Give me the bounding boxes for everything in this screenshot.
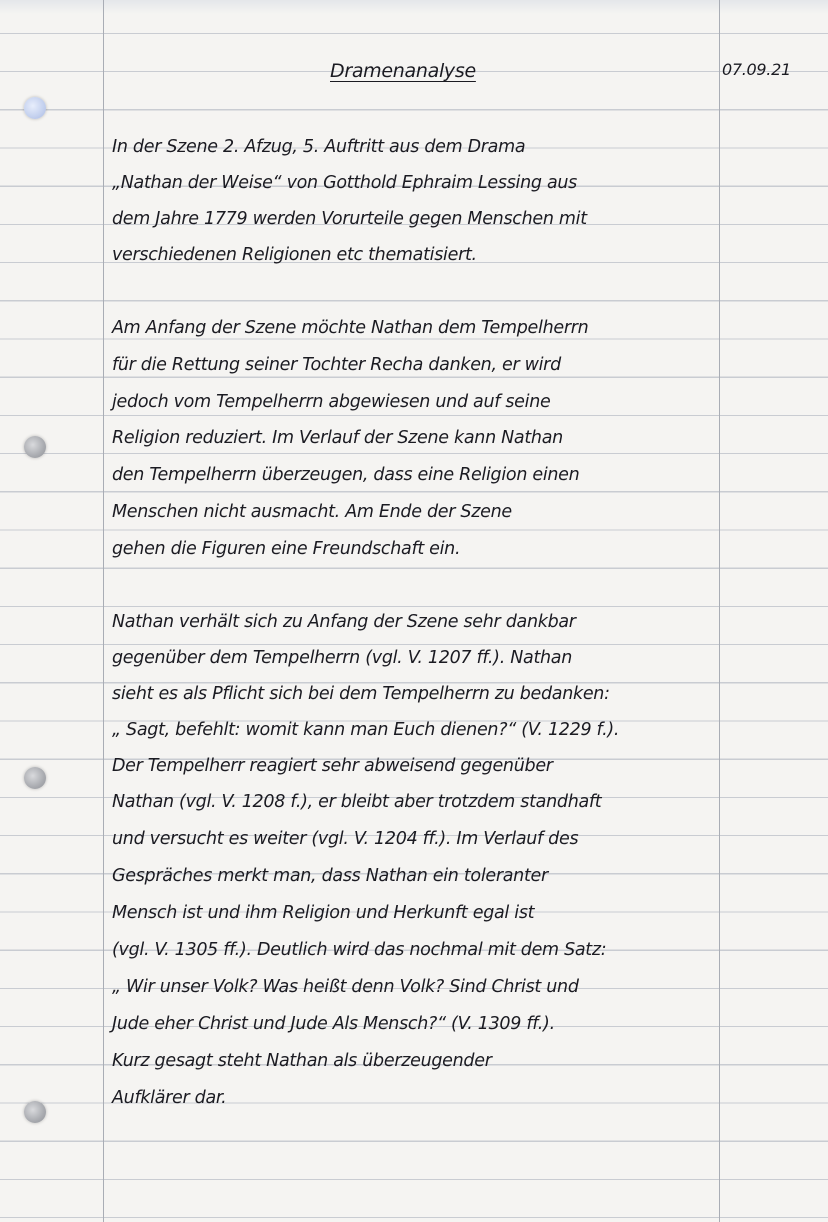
text-line: und versucht es weiter (vgl. V. 1204 ff.). Im Verlauf des [112,829,579,849]
text-line: „ Wir unser Volk? Was heißt denn Volk? Sind Christ und [112,977,579,997]
text-line: Der Tempelherr reagiert sehr abweisend gegenüber [112,756,553,776]
text-line: gehen die Figuren eine Freundschaft ein. [112,539,461,559]
text-line: In der Szene 2. Afzug, 5. Auftritt aus dem Drama [112,137,526,157]
text-line: Aufklärer dar. [112,1088,227,1108]
text-line: Gespräches merkt man, dass Nathan ein toleranter [112,866,548,886]
text-line: (vgl. V. 1305 ff.). Deutlich wird das nochmal mit dem Satz: [112,940,607,960]
text-line: jedoch vom Tempelherrn abgewiesen und auf seine [112,392,551,412]
text-line: Nathan (vgl. V. 1208 f.), er bleibt aber trotzdem standhaft [112,792,602,812]
page-title: Dramenanalyse [330,60,476,82]
text-line: Menschen nicht ausmacht. Am Ende der Szene [112,502,512,522]
punch-hole-icon [24,97,46,119]
text-line: Jude eher Christ und Jude Als Mensch?“ (V. 1309 ff.). [112,1014,555,1034]
punch-hole-icon [24,767,46,789]
text-line: „ Sagt, befehlt: womit kann man Euch dienen?“ (V. 1229 f.). [112,720,620,740]
text-line: Am Anfang der Szene möchte Nathan dem Tempelherrn [112,318,589,338]
text-line: Nathan verhält sich zu Anfang der Szene sehr dankbar [112,612,576,632]
left-margin-line [103,0,104,1222]
text-line: sieht es als Pflicht sich bei dem Tempelherrn zu bedanken: [112,684,610,704]
text-line: Kurz gesagt steht Nathan als überzeugender [112,1051,492,1071]
punch-hole-icon [24,436,46,458]
text-line: dem Jahre 1779 werden Vorurteile gegen Menschen mit [112,209,587,229]
text-line: „Nathan der Weise“ von Gotthold Ephraim Lessing aus [112,173,577,193]
text-line: Religion reduziert. Im Verlauf der Szene kann Nathan [112,428,563,448]
page-top-edge [0,0,828,14]
text-line: Mensch ist und ihm Religion und Herkunft egal ist [112,903,535,923]
date: 07.09.21 [722,60,791,79]
right-margin-line [719,0,720,1222]
text-line: gegenüber dem Tempelherrn (vgl. V. 1207 ff.). Nathan [112,648,573,668]
text-line: für die Rettung seiner Tochter Recha danken, er wird [112,355,561,375]
punch-hole-icon [24,1101,46,1123]
text-line: den Tempelherrn überzeugen, dass eine Religion einen [112,465,580,485]
text-line: verschiedenen Religionen etc thematisiert. [112,245,477,265]
